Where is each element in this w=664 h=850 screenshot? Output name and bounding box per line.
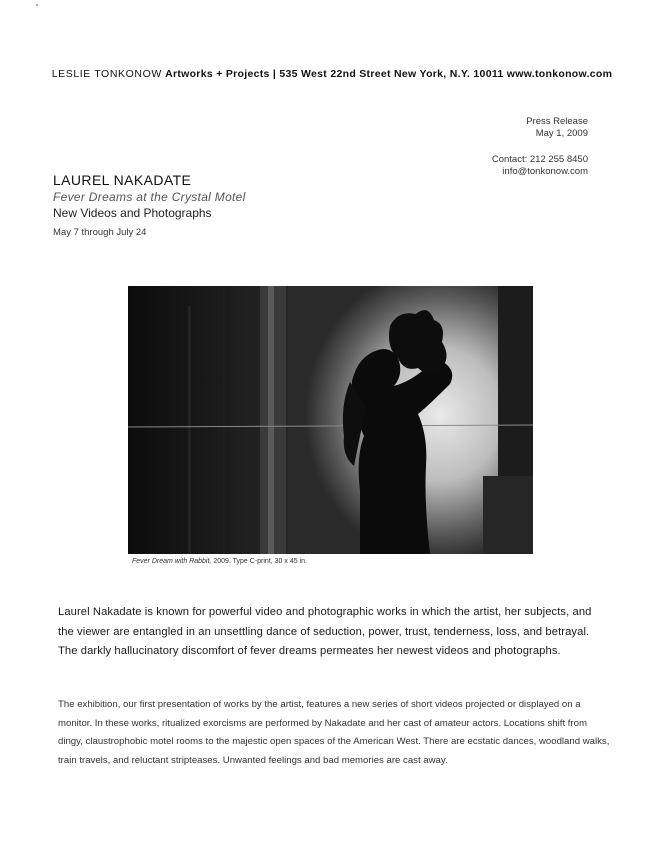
lead-paragraph: Laurel Nakadate is known for powerful video and photographic works in which the artist, her subjects, and the viewer are entangled in an unsettling dance of seduction, power, trust, tenderness, loss, and betrayal. The darkly hallucinatory discomfort of fever dreams permeates her newest videos and photographs. bbox=[58, 606, 592, 657]
gallery-name: LESLIE TONKONOW bbox=[51, 68, 162, 80]
gallery-address: 535 West 22nd Street New York, N.Y. 10011 bbox=[279, 68, 504, 80]
exhibition-title: Fever Dreams at the Crystal Motel bbox=[53, 190, 246, 204]
artwork-photo bbox=[128, 286, 533, 554]
letterhead-separator: | bbox=[272, 68, 277, 80]
exhibition-dates: May 7 through July 24 bbox=[53, 227, 147, 238]
contact-phone: Contact: 212 255 8450 bbox=[491, 154, 588, 165]
exhibition-subtitle: New Videos and Photographs bbox=[53, 206, 212, 220]
caption-title: Fever Dream with Rabbit, bbox=[132, 558, 212, 565]
photo-caption bbox=[132, 558, 307, 565]
caption-details: 2009. Type C-print, 30 x 45 in. bbox=[213, 558, 307, 565]
release-info bbox=[492, 116, 588, 178]
release-label: Press Release bbox=[526, 116, 588, 127]
photo-illustration bbox=[128, 286, 533, 554]
contact-email: info@tonkonow.com bbox=[502, 166, 588, 177]
scan-speck bbox=[36, 4, 38, 6]
exhibition-header bbox=[53, 172, 246, 238]
artist-name: LAUREL NAKADATE bbox=[53, 172, 192, 188]
gallery-website: www.tonkonow.com bbox=[506, 68, 613, 80]
spacer bbox=[492, 140, 588, 154]
letterhead bbox=[0, 68, 664, 80]
release-date: May 1, 2009 bbox=[535, 128, 588, 139]
body-paragraph: The exhibition, our first presentation of works by the artist, features a new series of short videos projected or displayed on a monitor. In these works, ritualized exorcisms are performed by Nakadate and her cast of amateur actors. Locations shift from dingy, claustrophobic motel rooms to the majestic open spaces of the American West. There are ecstatic dances, woodland walks, train travels, and reluctant stripteases. Unwanted feelings and bad memories are cast away. bbox=[58, 699, 610, 766]
gallery-suffix: Artworks + Projects bbox=[165, 68, 270, 80]
